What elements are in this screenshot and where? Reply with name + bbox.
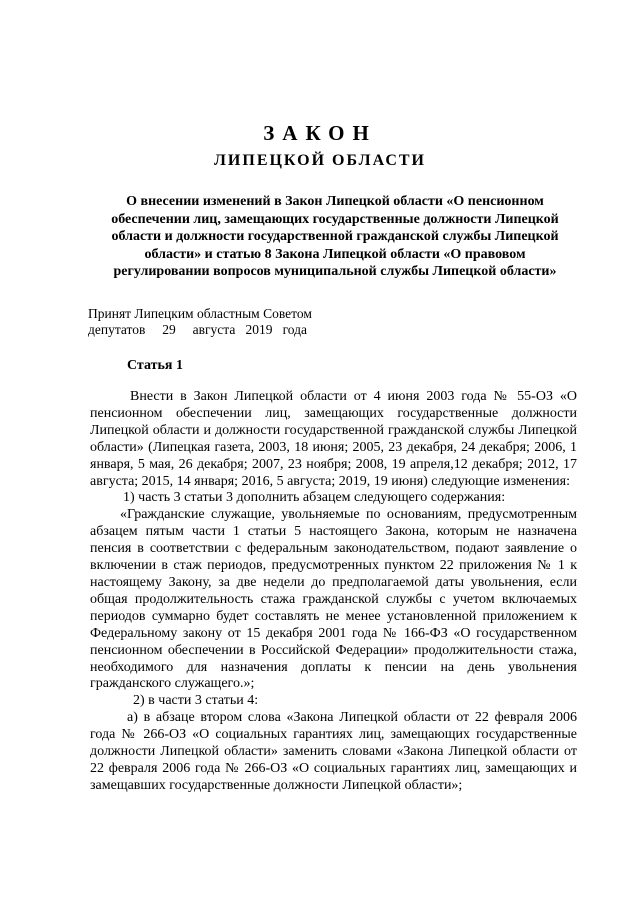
article-label: Статья 1 <box>127 358 183 373</box>
paragraph-intro: Внести в Закон Липецкой области от 4 июня 2003 года № 55-ОЗ «О пенсионном обеспечении лиц, замещающих государственные должности Липецкой области и должности государственной гражданской службы Липецкой области» (Липецкая газета, 2003, 18 июня; 2005, 23 декабря, 24 декабря; 2006, 1 января, 5 мая, 26 декабря; 2007, 23 ноября; 2008, 19 апреля,12 декабря; 2012, 17 августа; 2015, 14 января; 2016, 5 августа; 2019, 19 июня) следующие изменения: <box>90 389 577 489</box>
adoption-note <box>88 306 312 338</box>
law-heading: О внесении изменений в Закон Липецкой области «О пенсионном обеспечении лиц, замещающих государственные должности Липецкой области и должности государственной гражданской службы Липецкой области» и статью 8 Закона Липецкой области «О правовом регулировании вопросов муниципальной службы Липецкой области» <box>111 194 559 279</box>
paragraph-quote: «Гражданские служащие, увольняемые по основаниям, предусмотренным абзацем пятым части 1 статьи 5 настоящего Закона, которым не назначена пенсия в соответствии с федеральным законодательством, подают заявление о включении в стаж периодов, предусмотренных пунктом 22 приложения № 1 к настоящему Закону, за две недели до предполагаемой даты увольнения, если общая продолжительность стажа гражданской службы с учетом включаемых периодов суммарно будет составлять не менее установленной приложением к Федеральному закону от 15 декабря 2001 года № 166-ФЗ «О государственном пенсионном обеспечении в Российской Федерации» продолжительности стажа, необходимого для назначения доплаты к пенсии на день увольнения гражданского служащего.»; <box>90 507 577 692</box>
adoption-line-2: депутатов 29 августа 2019 года <box>88 322 308 337</box>
adoption-line-1: Принят Липецким областным Советом <box>88 306 312 321</box>
law-title: ЗАКОН <box>263 121 377 145</box>
paragraph-item-1: 1) часть 3 статьи 3 дополнить абзацем следующего содержания: <box>123 490 506 506</box>
paragraph-subitem-a: а) в абзаце втором слова «Закона Липецкой области от 22 февраля 2006 года № 266-ОЗ «О социальных гарантиях лиц, замещающих государственные должности Липецкой области» заменить словами «Закона Липецкой области от 22 февраля 2006 года № 266-ОЗ «О социальных гарантиях лиц, замещающих и замещавших государственные должности Липецкой области»; <box>90 710 577 793</box>
paragraph-item-2: 2) в части 3 статьи 4: <box>133 693 259 709</box>
law-region: ЛИПЕЦКОЙ ОБЛАСТИ <box>214 152 426 169</box>
article-body <box>90 389 577 795</box>
